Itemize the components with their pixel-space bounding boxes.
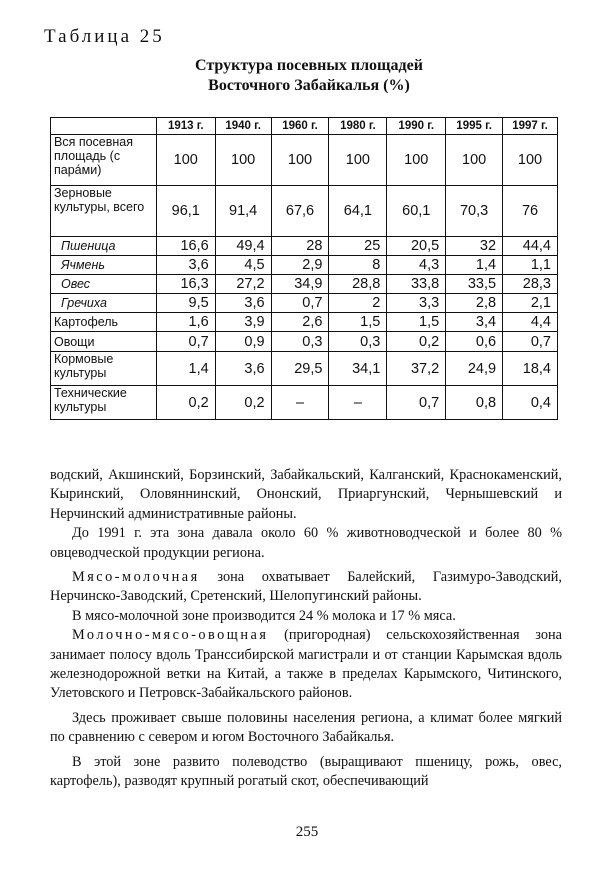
table-cell: 0,2 — [387, 332, 446, 352]
table-cell: 91,4 — [215, 186, 271, 237]
table-cell: 1,1 — [503, 256, 558, 275]
page-number: 255 — [295, 824, 319, 840]
row-label: Технические культуры — [51, 386, 157, 420]
header-cell: 1997 г. — [503, 118, 558, 135]
table-cell: 1,4 — [446, 256, 503, 275]
table-cell: 20,5 — [387, 237, 446, 256]
table-cell: 8 — [329, 256, 387, 275]
table-cell: 0,2 — [215, 386, 271, 420]
table-cell: 67,6 — [271, 186, 329, 237]
table-cell: 34,9 — [271, 275, 329, 294]
header-cell: 1995 г. — [446, 118, 503, 135]
table-row — [51, 352, 558, 386]
table-cell: 28,3 — [503, 275, 558, 294]
table-cell: 37,2 — [387, 352, 446, 386]
paragraph-text: зона охватывает Балейский, Газимуро-Заводский, Нерчинско-Заводский, Сретенский, Шелопугинский районы. — [50, 569, 562, 605]
table-cell: 100 — [156, 135, 215, 186]
table-cell: 24,9 — [446, 352, 503, 386]
table-cell: 2 — [329, 294, 387, 313]
row-label: Гречиха — [51, 294, 157, 313]
table-cell: 1,5 — [387, 313, 446, 332]
header-cell: 1940 г. — [215, 118, 271, 135]
table-cell: 100 — [503, 135, 558, 186]
table-row — [51, 237, 558, 256]
table-cell: 0,9 — [215, 332, 271, 352]
table-cell: 33,5 — [446, 275, 503, 294]
zone-name: Молочно-мясо-овощная — [72, 627, 269, 644]
table-cell: 27,2 — [215, 275, 271, 294]
table-cell: 0,7 — [503, 332, 558, 352]
table-row — [51, 294, 558, 313]
table-cell: 3,4 — [446, 313, 503, 332]
row-label: Пшеница — [51, 237, 157, 256]
table-cell: 28,8 — [329, 275, 387, 294]
table-cell: 18,4 — [503, 352, 558, 386]
table-cell: 0,2 — [156, 386, 215, 420]
table-cell: 100 — [215, 135, 271, 186]
table-cell: 0,7 — [387, 386, 446, 420]
table-cell: 0,8 — [446, 386, 503, 420]
table-row — [51, 386, 558, 420]
table-cell: 2,8 — [446, 294, 503, 313]
paragraph: В мясо-молочной зоне производится 24 % молока и 17 % мяса. — [72, 607, 456, 624]
body-text — [50, 466, 562, 792]
table-cell: 2,6 — [271, 313, 329, 332]
table-cell: 2,1 — [503, 294, 558, 313]
table-cell: 100 — [329, 135, 387, 186]
table-cell: 0,7 — [271, 294, 329, 313]
table-cell: 100 — [446, 135, 503, 186]
paragraph — [50, 626, 562, 704]
table-cell: 0,3 — [329, 332, 387, 352]
table-cell: 70,3 — [446, 186, 503, 237]
table-cell: 4,5 — [215, 256, 271, 275]
table-cell: 100 — [271, 135, 329, 186]
table-cell: 4,3 — [387, 256, 446, 275]
table-cell: 3,6 — [215, 352, 271, 386]
table-cell: 76 — [503, 186, 558, 237]
table-row — [51, 275, 558, 294]
table-cell: 32 — [446, 237, 503, 256]
table-cell: 96,1 — [156, 186, 215, 237]
table-row — [51, 135, 558, 186]
table-row — [51, 186, 558, 237]
table-cell: 25 — [329, 237, 387, 256]
header-cell: 1980 г. — [329, 118, 387, 135]
table-row — [51, 332, 558, 352]
row-label: Вся посевная площадь (с парáми) — [51, 135, 157, 186]
table-cell: 49,4 — [215, 237, 271, 256]
table-cell: 29,5 — [271, 352, 329, 386]
table-cell: 0,3 — [271, 332, 329, 352]
table-row — [51, 313, 558, 332]
table-cell: 33,8 — [387, 275, 446, 294]
table-cell: 34,1 — [329, 352, 387, 386]
table-cell: 1,6 — [156, 313, 215, 332]
table-cell: 3,3 — [387, 294, 446, 313]
table-cell: – — [271, 386, 329, 420]
table-cell: 1,5 — [329, 313, 387, 332]
table-cell: 16,3 — [156, 275, 215, 294]
table-cell: 100 — [387, 135, 446, 186]
table-cell: 16,6 — [156, 237, 215, 256]
row-label: Овес — [51, 275, 157, 294]
header-row — [51, 118, 558, 135]
row-label: Зерновые культуры, всего — [51, 186, 157, 237]
header-cell: 1960 г. — [271, 118, 329, 135]
table-cell: 3,6 — [156, 256, 215, 275]
table-cell: 3,9 — [215, 313, 271, 332]
row-label: Кормовые культуры — [51, 352, 157, 386]
paragraph-text: (пригородная) сельскохозяйственная зона занимает полосу вдоль Транссибирской магистрали и от станции Карымская вдоль железнодорожной ветки на Китай, а также в пределах Карымского, Читинского, Улетовского и Петровск-Забайкальского районов. — [50, 627, 562, 702]
table-cell: 0,4 — [503, 386, 558, 420]
paragraph: водский, Акшинский, Борзинский, Забайкальский, Калганский, Краснокаменский, Кыринский, Оловяннинский, Ононский, Приаргунский, Чернышевский и Нерчинский административные районы. — [50, 467, 562, 522]
table-label: Таблица 25 — [44, 26, 165, 47]
table-cell: 0,7 — [156, 332, 215, 352]
paragraph: В этой зоне развито полеводство (выращивают пшеницу, рожь, овес, картофель), разводят крупный рогатый скот, обеспечивающий — [50, 753, 562, 790]
header-corner — [51, 118, 157, 135]
table-cell: – — [329, 386, 387, 420]
data-table — [50, 117, 558, 420]
row-label: Ячмень — [51, 256, 157, 275]
table-cell: 64,1 — [329, 186, 387, 237]
table-cell: 44,4 — [503, 237, 558, 256]
paragraph: До 1991 г. эта зона давала около 60 % животноводческой и более 80 % овцеводческой продукции региона. — [50, 525, 562, 561]
paragraph: Здесь проживает свыше половины населения региона, а климат более мягкий по сравнению с севером и югом Восточного Забайкалья. — [50, 709, 562, 746]
table-cell: 3,6 — [215, 294, 271, 313]
table-cell: 1,4 — [156, 352, 215, 386]
header-cell: 1913 г. — [156, 118, 215, 135]
table-cell: 28 — [271, 237, 329, 256]
table-title — [0, 56, 600, 96]
table-row — [51, 256, 558, 275]
table-cell: 0,6 — [446, 332, 503, 352]
title-line-1: Структура посевных площадей — [195, 57, 423, 74]
table-cell: 9,5 — [156, 294, 215, 313]
paragraph — [50, 568, 562, 607]
row-label: Овощи — [51, 332, 157, 352]
table-cell: 4,4 — [503, 313, 558, 332]
header-cell: 1990 г. — [387, 118, 446, 135]
table-cell: 2,9 — [271, 256, 329, 275]
table-cell: 60,1 — [387, 186, 446, 237]
row-label: Картофель — [51, 313, 157, 332]
title-line-2: Восточного Забайкалья (%) — [208, 77, 410, 94]
zone-name: Мясо-молочная — [72, 569, 200, 586]
